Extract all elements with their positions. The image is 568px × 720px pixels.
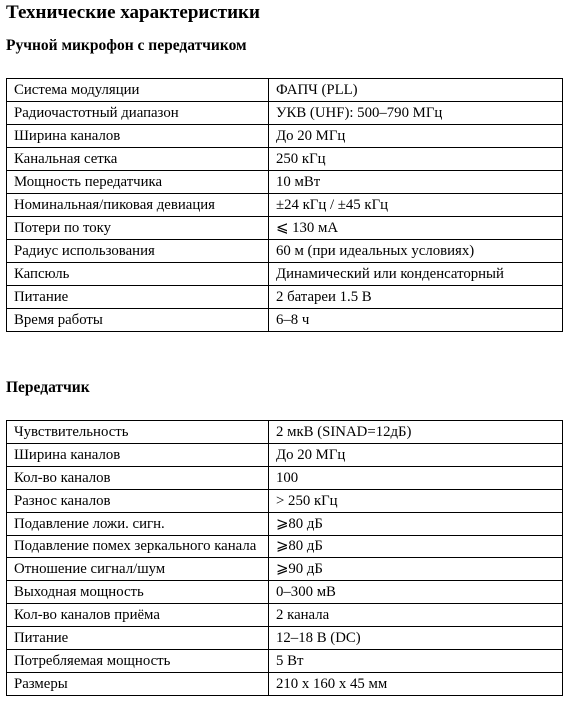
spec-value: ⩾80 дБ	[269, 513, 563, 536]
spec-key: Потери по току	[7, 217, 269, 240]
table-row	[7, 513, 563, 536]
spec-value: 12–18 В (DC)	[269, 627, 563, 650]
table-row	[7, 467, 563, 490]
spec-value: 2 мкВ (SINAD=12дБ)	[269, 421, 563, 444]
section-title-microphone: Ручной микрофон с передатчиком	[6, 37, 247, 54]
spec-key: Система модуляции	[7, 79, 269, 102]
page-title: Технические характеристики	[6, 2, 260, 23]
table-row	[7, 581, 563, 604]
spec-value: 0–300 мВ	[269, 581, 563, 604]
spec-value: 2 батареи 1.5 В	[269, 286, 563, 309]
spec-value: ⩾90 дБ	[269, 558, 563, 581]
spec-value: ⩾80 дБ	[269, 536, 563, 558]
spec-key: Радиус использования	[7, 240, 269, 263]
spec-value: ⩽ 130 мА	[269, 217, 563, 240]
table-row	[7, 490, 563, 513]
spec-value: 2 канала	[269, 604, 563, 627]
spec-value: 6–8 ч	[269, 309, 563, 332]
spec-key: Ширина каналов	[7, 444, 269, 467]
spec-key: Размеры	[7, 673, 269, 696]
spec-key: Кол-во каналов	[7, 467, 269, 490]
spec-key: Чувствительность	[7, 421, 269, 444]
table-row	[7, 125, 563, 148]
spec-key: Радиочастотный диапазон	[7, 102, 269, 125]
spec-value: До 20 МГц	[269, 444, 563, 467]
spec-value: 250 кГц	[269, 148, 563, 171]
spec-key: Питание	[7, 627, 269, 650]
spec-value: ФАПЧ (PLL)	[269, 79, 563, 102]
table-row	[7, 263, 563, 286]
table-row	[7, 536, 563, 558]
spec-key: Время работы	[7, 309, 269, 332]
spec-key: Питание	[7, 286, 269, 309]
spec-key: Подавление помех зеркального канала	[7, 536, 269, 558]
spec-key: Потребляемая мощность	[7, 650, 269, 673]
spec-value: 60 м (при идеальных условиях)	[269, 240, 563, 263]
spec-key: Выходная мощность	[7, 581, 269, 604]
table-row	[7, 102, 563, 125]
spec-key: Отношение сигнал/шум	[7, 558, 269, 581]
spec-key: Номинальная/пиковая девиация	[7, 194, 269, 217]
spec-key: Ширина каналов	[7, 125, 269, 148]
spec-value: 10 мВт	[269, 171, 563, 194]
section-title-transmitter: Передатчик	[6, 379, 90, 396]
table-row	[7, 286, 563, 309]
table-row	[7, 627, 563, 650]
table-row	[7, 673, 563, 696]
spec-key: Мощность передатчика	[7, 171, 269, 194]
spec-value: Динамический или конденсаторный	[269, 263, 563, 286]
spec-table-microphone	[6, 78, 563, 332]
table-row	[7, 79, 563, 102]
spec-value: > 250 кГц	[269, 490, 563, 513]
table-row	[7, 194, 563, 217]
table-row	[7, 217, 563, 240]
table-row	[7, 309, 563, 332]
spec-value: 210 x 160 x 45 мм	[269, 673, 563, 696]
table-row	[7, 558, 563, 581]
spec-table-transmitter	[6, 420, 563, 696]
spec-key: Кол-во каналов приёма	[7, 604, 269, 627]
table-row	[7, 650, 563, 673]
spec-key: Разнос каналов	[7, 490, 269, 513]
table-row	[7, 444, 563, 467]
table-row	[7, 148, 563, 171]
spec-value: 100	[269, 467, 563, 490]
table-row	[7, 171, 563, 194]
table-row	[7, 421, 563, 444]
spec-value: ±24 кГц / ±45 кГц	[269, 194, 563, 217]
spec-key: Капсюль	[7, 263, 269, 286]
spec-value: 5 Вт	[269, 650, 563, 673]
spec-value: До 20 МГц	[269, 125, 563, 148]
spec-key: Канальная сетка	[7, 148, 269, 171]
spec-value: УКВ (UHF): 500–790 МГц	[269, 102, 563, 125]
table-row	[7, 604, 563, 627]
table-row	[7, 240, 563, 263]
spec-key: Подавление ложи. сигн.	[7, 513, 269, 536]
